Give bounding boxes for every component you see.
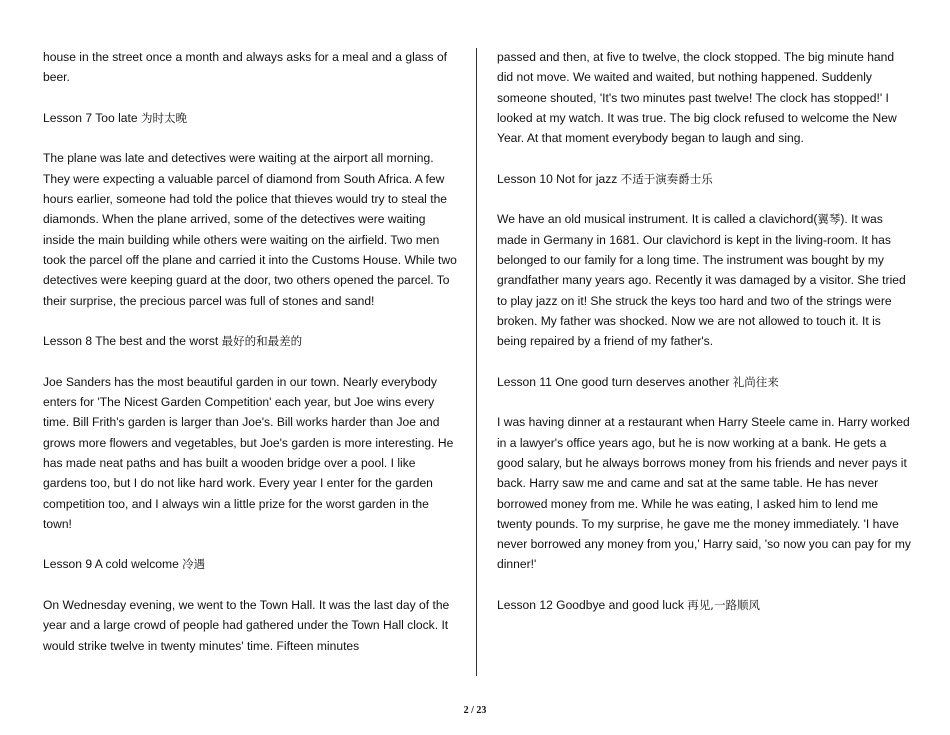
heading-cn: 礼尚往来 xyxy=(732,374,779,389)
lesson-9-heading xyxy=(43,554,458,574)
heading-en: Lesson 9 A cold welcome xyxy=(43,557,183,572)
heading-en: Lesson 10 Not for jazz xyxy=(497,171,621,186)
right-column xyxy=(497,47,912,615)
text-part: We have an old musical instrument. It is called a clavichord( xyxy=(497,212,818,227)
lesson-8-text: Joe Sanders has the most beautiful garden in our town. Nearly everybody enters for 'The Nicest Garden Competition' each year, but Joe wins every time. Bill Frith's garden is larger than Joe's. Bill works harder than Joe and grows more flowers and vegetables, but Joe's garden is more interesting. He has made neat paths and has built a wooden bridge over a pool. I like gardens too, but I do not like hard work. Every year I enter for the garden competition too, and I always win a little prize for the worst garden in the town! xyxy=(43,374,454,531)
heading-cn: 不适于演奏爵士乐 xyxy=(620,171,713,186)
page-number: 2 / 23 xyxy=(463,705,487,716)
heading-cn: 冷遇 xyxy=(182,557,206,572)
lesson-11-heading xyxy=(497,372,912,392)
lesson-8-heading xyxy=(43,331,458,351)
paragraph: house in the street once a month and always asks for a meal and a glass of beer. xyxy=(43,50,448,85)
text-part: ). It was made in Germany in 1681. Our clavichord is kept in the living-room. It has belonged to our family for a long time. The instrument was bought by my grandfather many years ago. Recently it was damaged by a visitor. She tried to play jazz on it! She struck the keys too hard and two of the strings were broken. My father was shocked. Now we are not allowed to touch it. It is being repaired by a friend of my father's. xyxy=(497,212,906,349)
lesson-9-text: On Wednesday evening, we went to the Town Hall. It was the last day of the year and a large crowd of people had gathered under the Town Hall clock. It would strike twelve in twenty minutes' time. Fifteen minutes xyxy=(43,598,450,653)
lesson-7-text: The plane was late and detectives were waiting at the airport all morning. They were expecting a valuable parcel of diamond from South Africa. A few hours earlier, someone had told the police that thieves would try to steal the diamonds. When the plane arrived, some of the detectives were waiting inside the main building while others were waiting on the airfield. Two men took the parcel off the plane and carried it into the Customs House. While two detectives were keeping guard at the door, two others opened the parcel. To their surprise, the precious parcel was full of stones and sand! xyxy=(43,151,457,308)
heading-cn: 为时太晚 xyxy=(140,110,187,125)
heading-en: Lesson 7 Too late xyxy=(43,110,141,125)
heading-cn: 最好的和最差的 xyxy=(221,334,303,349)
lesson-10-heading xyxy=(497,169,912,189)
heading-en: Lesson 12 Goodbye and good luck xyxy=(497,598,688,613)
left-column xyxy=(43,47,458,656)
lesson-10-text xyxy=(497,209,912,351)
lesson-7-heading xyxy=(43,108,458,128)
text-cn: 翼琴 xyxy=(817,212,841,227)
lesson-9-text-continued: passed and then, at five to twelve, the clock stopped. The big minute hand did not move. We waited and waited, but nothing happened. Suddenly someone shouted, 'It's two minutes past twelve! The clock has stopped!' I looked at my watch. It was true. The big clock refused to welcome the New Year. At that moment everybody began to laugh and sing. xyxy=(497,50,897,146)
column-divider xyxy=(476,48,477,676)
heading-en: Lesson 8 The best and the worst xyxy=(43,334,222,349)
lesson-11-text: I was having dinner at a restaurant when Harry Steele came in. Harry worked in a lawyer's office years ago, but he is now working at a bank. He gets a good salary, but he always borrows money from his friends and never pays it back. Harry saw me and came and sat at the same table. He has never borrowed money from me. While he was eating, I asked him to lend me twenty pounds. To my surprise, he gave me the money immediately. 'I have never borrowed any money from you,' Harry said, 'so now you can pay for my dinner!' xyxy=(497,415,911,572)
heading-cn: 再见,一路顺风 xyxy=(687,598,760,613)
lesson-12-heading xyxy=(497,595,912,615)
heading-en: Lesson 11 One good turn deserves another xyxy=(497,374,733,389)
